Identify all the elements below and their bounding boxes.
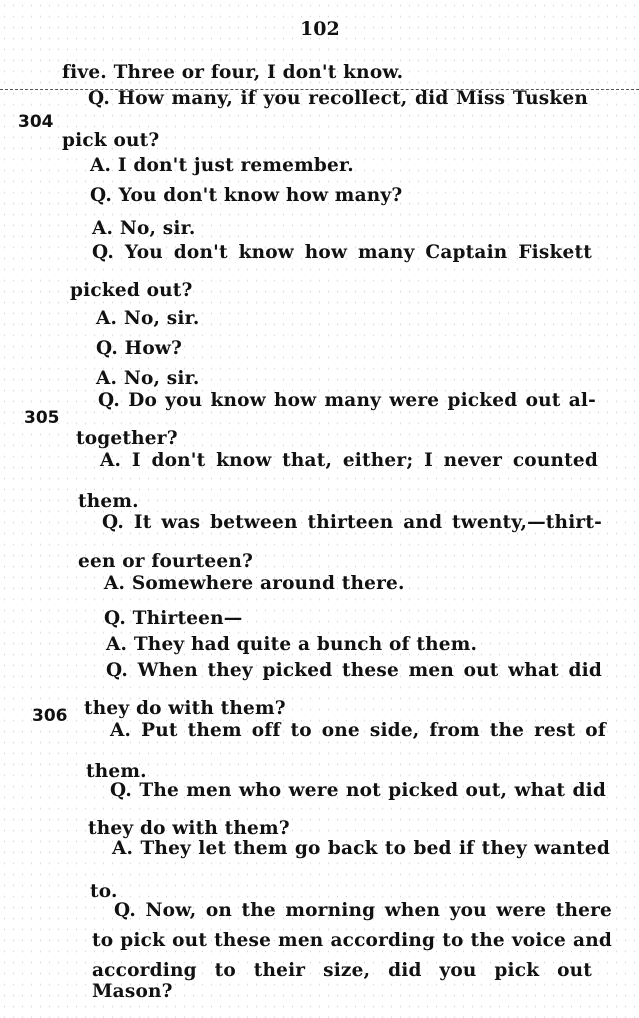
text-line: A. No, sir. <box>96 308 200 329</box>
text-line: A. No, sir. <box>92 218 196 239</box>
text-line: to. <box>90 881 118 902</box>
text-line: Q. The men who were not picked out, what did <box>110 780 606 801</box>
text-line: A. I don't know that, either; I never counted <box>100 450 598 471</box>
text-line: Q. Do you know how many were picked out al- <box>98 390 596 411</box>
text-line: they do with them? <box>84 698 286 719</box>
text-line: Q. Thirteen— <box>104 608 243 629</box>
text-line: Q. When they picked these men out what did <box>106 660 602 681</box>
text-line: Q. You don't know how many? <box>90 185 403 206</box>
text-line: picked out? <box>70 280 193 301</box>
text-line: A. They had quite a bunch of them. <box>106 634 478 655</box>
page-number: 102 <box>300 18 340 40</box>
text-line: according to their size, did you pick out Mason? <box>92 960 592 1002</box>
margin-number: 304 <box>18 112 54 132</box>
text-line: Q. It was between thirteen and twenty,—thirt- <box>102 512 602 533</box>
text-line: Q. You don't know how many Captain Fiskett <box>92 242 592 263</box>
text-line: together? <box>76 428 178 449</box>
text-line: them. <box>78 491 139 512</box>
text-line: Q. How many, if you recollect, did Miss Tusken <box>88 88 588 109</box>
text-line: A. Somewhere around there. <box>104 573 405 594</box>
text-line: A. No, sir. <box>96 368 200 389</box>
text-line: Q. How? <box>96 338 183 359</box>
text-line: een or fourteen? <box>78 551 254 572</box>
text-line: A. Put them off to one side, from the rest of <box>110 720 606 741</box>
text-line: they do with them? <box>88 818 290 839</box>
text-line: Q. Now, on the morning when you were there <box>114 900 612 921</box>
text-line: A. I don't just remember. <box>90 155 354 176</box>
text-line: to pick out these men according to the voice and <box>92 930 612 951</box>
margin-number: 306 <box>32 706 68 726</box>
text-line: pick out? <box>62 130 160 151</box>
text-line: them. <box>86 761 147 782</box>
text-line: five. Three or four, I don't know. <box>62 62 404 83</box>
margin-number: 305 <box>24 408 60 428</box>
text-line: A. They let them go back to bed if they wanted <box>112 838 610 859</box>
